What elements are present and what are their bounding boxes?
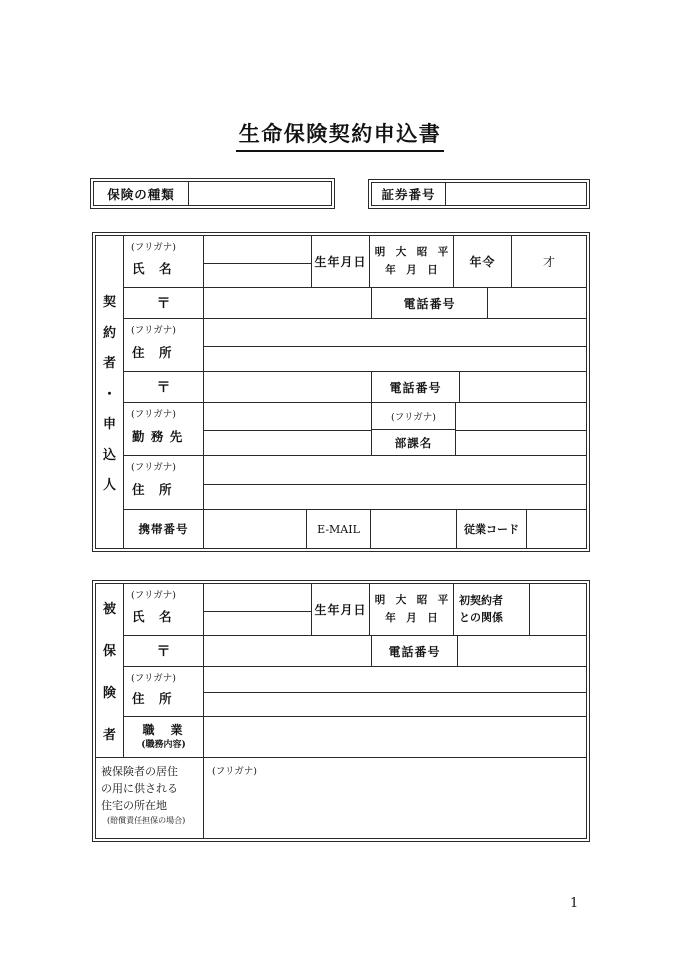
age-label: 年令 [454, 236, 512, 287]
occupation-label-cell [124, 717, 204, 757]
insured-table [92, 580, 590, 842]
era-line2: 年 月 日 [385, 263, 438, 276]
side-char: 契 [102, 295, 116, 310]
workplace-postal-field [204, 372, 372, 402]
insured-name-row [124, 584, 586, 636]
applicant-contact-row [124, 510, 586, 548]
policy-number-field [446, 183, 586, 205]
residence-row [96, 758, 586, 838]
insured-phone-field [458, 636, 586, 666]
residence-label-line3: 住宅の所在地 [101, 799, 167, 813]
side-char: 被 [102, 602, 116, 617]
phone-label: 電話番号 [372, 288, 488, 318]
side-char: 者 [102, 728, 116, 743]
insured-address-field [204, 667, 586, 716]
name-label-cell [124, 584, 204, 635]
birthdate-label: 生年月日 [312, 236, 370, 287]
department-label-cell [372, 403, 456, 455]
applicant-postal-field [204, 288, 372, 318]
side-char: ・ [102, 386, 116, 402]
furigana-note: (フリガナ) [212, 766, 257, 777]
postal-mark: 〒 [124, 288, 204, 318]
applicant-workplace-postal-row [124, 372, 586, 403]
address-label: 住 所 [132, 344, 173, 360]
department-field [456, 403, 586, 455]
insured-postal-field [204, 636, 372, 666]
applicant-phone-field [488, 288, 586, 318]
residence-label-cell [96, 758, 204, 838]
insurance-type-box [90, 178, 335, 209]
insured-address-row [124, 667, 586, 717]
insurance-type-field [189, 182, 331, 205]
mobile-label: 携帯番号 [124, 510, 204, 548]
applicant-section-label [96, 236, 124, 548]
email-label: E-MAIL [307, 510, 371, 548]
side-char: 込 [102, 447, 116, 463]
era-line1: 明 大 昭 平 [374, 593, 449, 606]
residence-label-line2: の用に供される [101, 782, 178, 796]
insured-upper-section [96, 584, 586, 758]
relation-line2: との関係 [459, 610, 503, 624]
relation-label [454, 584, 530, 635]
furigana-note: (フリガナ) [131, 242, 176, 253]
occupation-label: 職 業 [142, 722, 185, 737]
policy-number-box [368, 179, 590, 209]
workplace-phone-field [460, 372, 586, 402]
postal-mark: 〒 [124, 372, 204, 402]
postal-mark: 〒 [124, 636, 204, 666]
furigana-note: (フリガナ) [131, 325, 176, 336]
employee-code-field [527, 510, 586, 548]
residence-field [204, 758, 586, 838]
name-label-cell [124, 236, 204, 287]
email-field [371, 510, 457, 548]
applicant-address-field [204, 319, 586, 371]
page-number: 1 [570, 896, 579, 911]
era-line2: 年 月 日 [385, 611, 438, 624]
residence-note: (賠償責任担保の場合) [107, 816, 186, 826]
side-char: 保 [102, 644, 116, 659]
occupation-note: (職務内容) [141, 740, 186, 751]
relation-line1: 初契約者 [459, 594, 503, 607]
applicant-workplace-row [124, 403, 586, 456]
workplace-address-label-cell [124, 456, 204, 509]
page-title: 生命保険契約申込書 [236, 118, 445, 152]
name-label: 氏 名 [132, 261, 173, 276]
insured-postal-row [124, 636, 586, 667]
address-label: 住 所 [132, 482, 173, 497]
residence-label-line1: 被保険者の居住 [101, 765, 178, 778]
era-line1: 明 大 昭 平 [374, 245, 449, 258]
era-selector [370, 236, 454, 287]
policy-number-label: 証券番号 [372, 183, 446, 205]
phone-label: 電話番号 [372, 372, 460, 402]
workplace-label: 勤 務 先 [132, 428, 184, 444]
birthdate-label: 生年月日 [312, 584, 370, 635]
furigana-note: (フリガナ) [131, 409, 176, 420]
insured-occupation-row [124, 717, 586, 757]
applicant-name-row [124, 236, 586, 288]
address-label-cell [124, 319, 204, 371]
applicant-name-field [204, 236, 312, 287]
occupation-field [204, 717, 586, 757]
era-selector [370, 584, 454, 635]
applicant-workplace-address-row [124, 456, 586, 510]
furigana-note: (フリガナ) [131, 590, 176, 601]
relation-field [530, 584, 586, 635]
furigana-note: (フリガナ) [372, 403, 455, 430]
workplace-address-field [204, 456, 586, 509]
insured-name-field [204, 584, 312, 635]
insurance-type-label: 保険の種類 [94, 182, 189, 205]
furigana-note: (フリガナ) [131, 673, 176, 684]
department-label: 部課名 [394, 435, 433, 450]
applicant-address-row [124, 319, 586, 372]
side-char: 人 [102, 478, 116, 493]
title-wrap [0, 118, 680, 152]
age-unit-label: 才 [542, 255, 555, 269]
insured-section-label [96, 584, 124, 757]
side-char: 険 [102, 686, 116, 701]
phone-label: 電話番号 [372, 636, 458, 666]
workplace-name-field [204, 403, 372, 455]
employee-code-label: 従業コード [457, 510, 527, 548]
side-char: 者 [102, 356, 116, 371]
address-label-cell [124, 667, 204, 716]
workplace-label-cell [124, 403, 204, 455]
applicant-postal-row [124, 288, 586, 319]
side-char: 約 [102, 325, 116, 341]
side-char: 申 [102, 417, 116, 432]
mobile-field [204, 510, 307, 548]
address-label: 住 所 [132, 691, 173, 706]
name-label: 氏 名 [132, 609, 173, 624]
applicant-age-field [512, 236, 586, 287]
furigana-note: (フリガナ) [131, 462, 176, 473]
applicant-table [92, 232, 590, 552]
